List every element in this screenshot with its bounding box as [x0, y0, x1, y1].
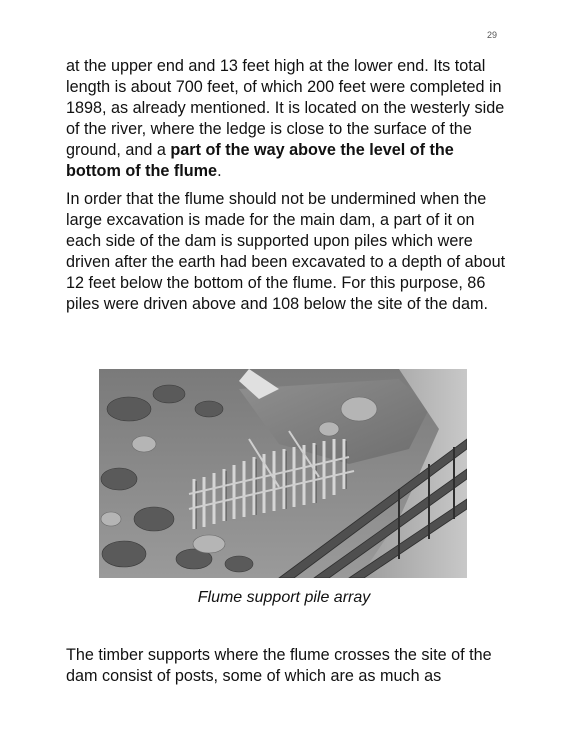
- paragraph-end: .: [217, 162, 222, 180]
- paragraph-piles: In order that the flume should not be undermined when the large excavation is made for the main dam, a part of it on each side of the dam is supported upon piles which were driven after the earth had been excavated to a depth of about 12 feet below the bottom of the flume. For this purpose, 86 piles were driven above and 108 below the site of the dam.: [66, 190, 506, 313]
- figure-caption: Flume support pile array: [197, 589, 371, 606]
- pile-array-image: [99, 369, 467, 578]
- paragraph-text: at the upper end and 13 feet high at the lower end. Its total length is about 700 feet, of which 200 feet were completed in 1898, as already mentioned. It is located on the westerly side of the river, where the ledge is close to the surface of the ground, and a: [66, 57, 505, 159]
- bold-phrase: part of the way above the level of the bottom of the flume: [66, 141, 454, 180]
- paragraph-timber-supports: The timber supports where the flume crosses the site of the dam consist of posts, some of which are as much as: [66, 646, 492, 685]
- paragraph-flume-description: [66, 56, 512, 182]
- flume-pile-photo: [99, 369, 467, 578]
- page-number: 29: [487, 30, 498, 40]
